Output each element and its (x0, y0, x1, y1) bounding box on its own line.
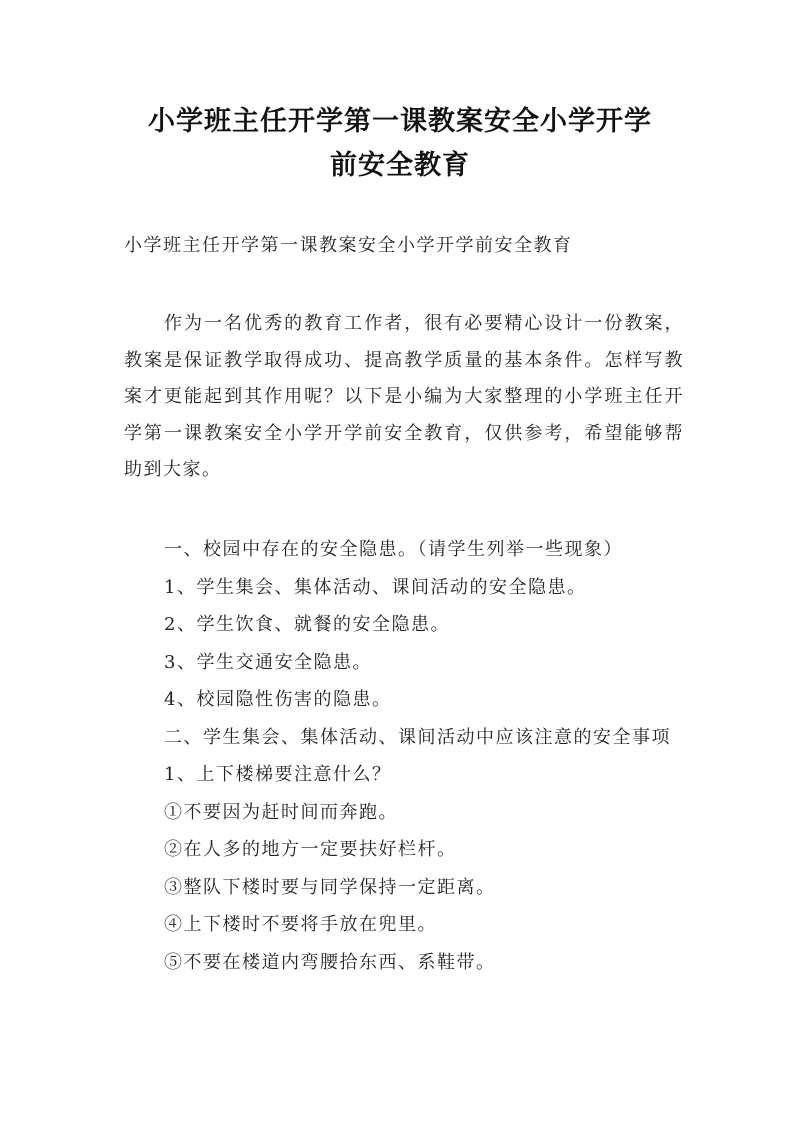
title-line-2: 前安全教育 (330, 150, 470, 181)
list-item: 1、上下楼梯要注意什么？ (164, 764, 392, 785)
list-item: 3、学生交通安全隐患。 (164, 651, 372, 673)
document-title (100, 100, 700, 188)
list-item: ①不要因为赶时间而奔跑。 (164, 801, 398, 823)
section-heading-1: 一、校园中存在的安全隐患。（请学生列举一些现象） (164, 539, 623, 560)
list-item: 1、学生集会、集体活动、课间活动的安全隐患。 (164, 576, 587, 598)
list-item: ②在人多的地方一定要扶好栏杆。 (164, 839, 457, 860)
title-line-1: 小学班主任开学第一课教案安全小学开学 (148, 106, 652, 137)
list-item: ③整队下楼时要与同学保持一定距离。 (164, 876, 496, 898)
list-item: ⑤不要在楼道内弯腰拾东西、系鞋带。 (164, 951, 496, 973)
list-item: ④上下楼时不要将手放在兜里。 (164, 914, 437, 935)
intro-paragraph: 作为一名优秀的教育工作者，很有必要精心设计一份教案，教案是保证教学取得成功、提高教学质量的基本条件。怎样写教案才更能起到其作用呢？以下是小编为大家整理的小学班主任开学第一课教案安全小学开学前安全教育，仅供参考，希望能够帮助到大家。 (124, 313, 684, 480)
list-item: 2、学生饮食、就餐的安全隐患。 (164, 614, 450, 635)
document-subtitle: 小学班主任开学第一课教案安全小学开学前安全教育 (124, 235, 573, 256)
content-sections (124, 531, 684, 981)
section-heading-2: 二、学生集会、集体活动、课间活动中应该注意的安全事项 (164, 726, 671, 748)
list-item: 4、校园隐性伤害的隐患。 (164, 689, 392, 710)
